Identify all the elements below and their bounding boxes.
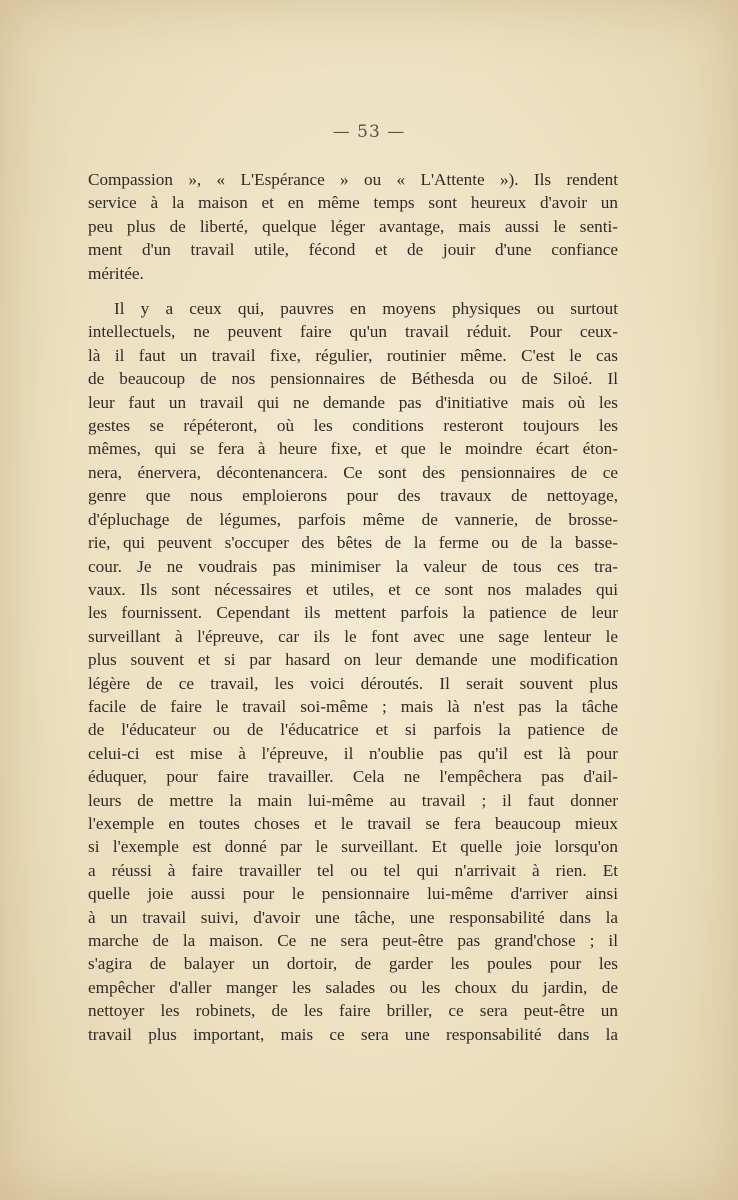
paragraph-1 bbox=[88, 168, 618, 285]
text-line: leurs de mettre la main lui-même au travail ; il faut donner bbox=[88, 790, 618, 810]
text-line: là il faut un travail fixe, régulier, routinier même. C'est le cas bbox=[88, 345, 618, 365]
paragraph-2 bbox=[88, 297, 618, 1046]
text-line: peu plus de liberté, quelque léger avantage, mais aussi le senti- bbox=[88, 216, 618, 236]
text-line: facile de faire le travail soi-même ; mais là n'est pas la tâche bbox=[88, 696, 618, 716]
text-line: mêmes, qui se fera à heure fixe, et que le moindre écart éton- bbox=[88, 439, 618, 459]
text-line: d'épluchage de légumes, parfois même de vannerie, de brosse- bbox=[88, 509, 618, 529]
text-line: éduquer, pour faire travailler. Cela ne l'empêchera pas d'ail- bbox=[88, 767, 618, 787]
text-line: gestes se répéteront, où les conditions resteront toujours les bbox=[88, 416, 618, 436]
text-line: s'agira de balayer un dortoir, de garder les poules pour les bbox=[88, 954, 618, 974]
text-line: a réussi à faire travailler tel ou tel qui n'arrivait à rien. Et bbox=[88, 860, 618, 880]
text-line: service à la maison et en même temps sont heureux d'avoir un bbox=[88, 193, 618, 213]
text-line: travail plus important, mais ce sera une responsabilité dans la bbox=[88, 1024, 618, 1044]
text-line: surveillant à l'épreuve, car ils le font avec une sage lenteur le bbox=[88, 626, 618, 646]
text-line: celui-ci est mise à l'épreuve, il n'oublie pas qu'il est là pour bbox=[88, 743, 618, 763]
text-line: ment d'un travail utile, fécond et de jouir d'une confiance bbox=[88, 240, 618, 260]
text-line: de beaucoup de nos pensionnaires de Béthesda ou de Siloé. Il bbox=[88, 369, 618, 389]
text-line: vaux. Ils sont nécessaires et utiles, et ce sont nos malades qui bbox=[88, 579, 618, 599]
text-line: Il y a ceux qui, pauvres en moyens physiques ou surtout bbox=[114, 299, 618, 319]
text-line: nera, énervera, décontenancera. Ce sont des pensionnaires de ce bbox=[88, 462, 618, 482]
text-line: leur faut un travail qui ne demande pas d'initiative mais où les bbox=[88, 392, 618, 412]
text-line: empêcher d'aller manger les salades ou les choux du jardin, de bbox=[88, 977, 618, 997]
text-line: rie, qui peuvent s'occuper des bêtes de la ferme ou de la basse- bbox=[88, 533, 618, 553]
text-line: méritée. bbox=[88, 263, 144, 283]
text-line: les fournissent. Cependant ils mettent parfois la patience de leur bbox=[88, 603, 618, 623]
page-number: — 53 — bbox=[332, 122, 406, 142]
text-line: quelle joie aussi pour le pensionnaire lui-même d'arriver ainsi bbox=[88, 884, 618, 904]
text-line: cour. Je ne voudrais pas minimiser la valeur de tous ces tra- bbox=[88, 556, 618, 576]
text-line: Compassion », « L'Espérance » ou « L'Attente »). Ils rendent bbox=[88, 170, 618, 189]
text-line: légère de ce travail, les voici déroutés. Il serait souvent plus bbox=[88, 673, 618, 693]
text-line: plus souvent et si par hasard on leur demande une modification bbox=[88, 650, 618, 670]
text-line: l'exemple en toutes choses et le travail se fera beaucoup mieux bbox=[88, 813, 618, 833]
text-line: nettoyer les robinets, de les faire briller, ce sera peut-être un bbox=[88, 1001, 618, 1021]
text-line: à un travail suivi, d'avoir une tâche, une responsabilité dans la bbox=[88, 907, 618, 927]
text-line: marche de la maison. Ce ne sera peut-être pas grand'chose ; il bbox=[88, 931, 618, 950]
text-line: intellectuels, ne peuvent faire qu'un travail réduit. Pour ceux- bbox=[88, 322, 618, 342]
text-line: de l'éducateur ou de l'éducatrice et si parfois la patience de bbox=[88, 720, 618, 740]
text-line: genre que nous emploierons pour des travaux de nettoyage, bbox=[88, 486, 618, 506]
body-text bbox=[88, 168, 618, 1046]
text-line: si l'exemple est donné par le surveillant. Et quelle joie lorsqu'on bbox=[88, 837, 618, 857]
